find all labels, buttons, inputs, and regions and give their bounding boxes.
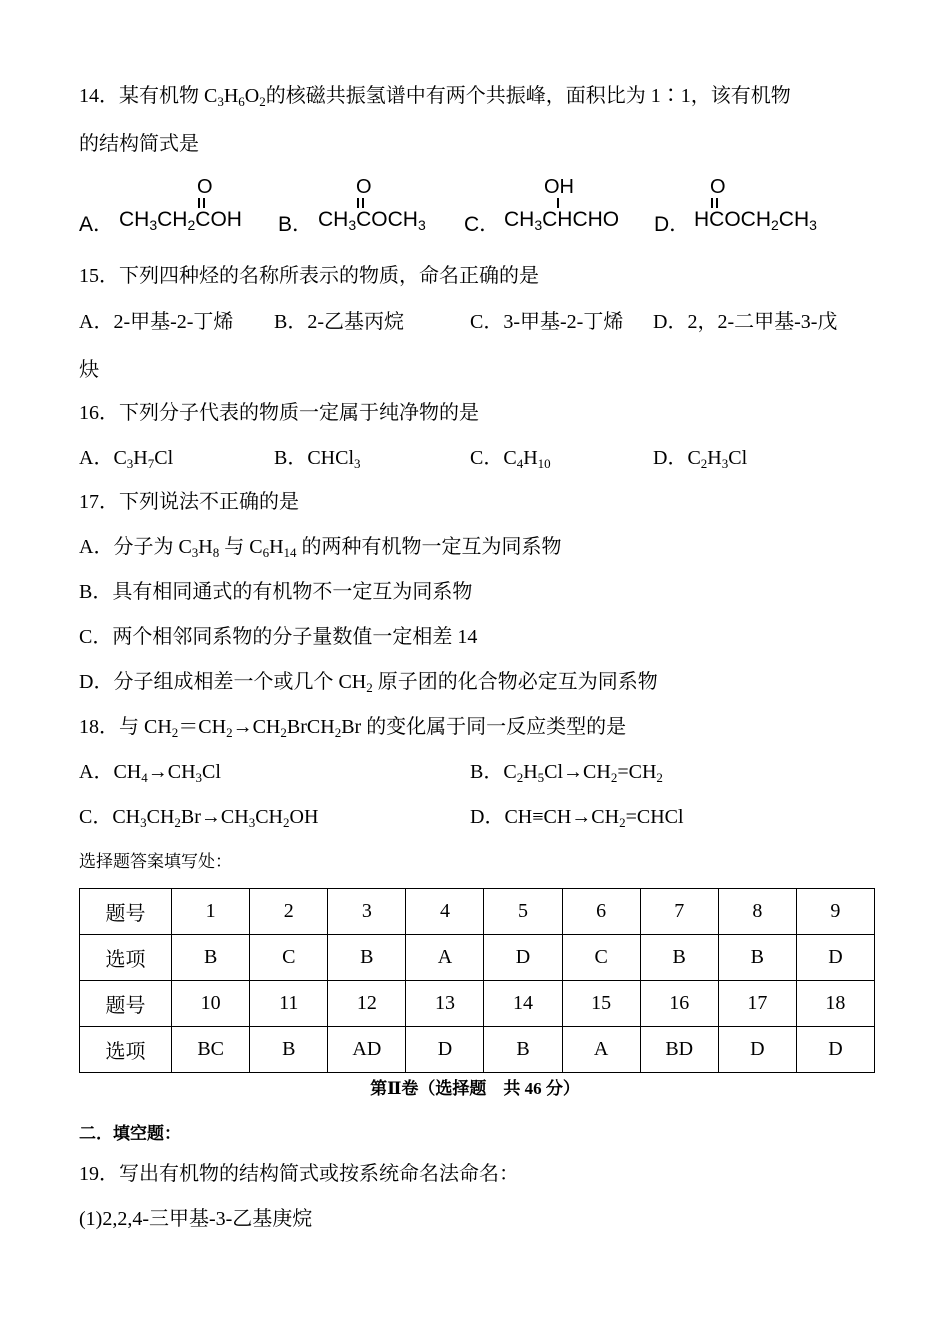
q14-option-c: [464, 176, 634, 236]
table-cell: BD: [640, 1027, 718, 1073]
table-row: [80, 889, 875, 935]
structural-formula: $CH_3CH_2COH$: [119, 208, 242, 233]
q17-option-a: A．分子为 $C_3H_8$ 与 $C_6H_{14}$ 的两种有机物一定互为同系物: [79, 536, 562, 560]
table-cell: 13: [406, 981, 484, 1027]
table-cell: 2: [250, 889, 328, 935]
table-cell: 12: [328, 981, 406, 1027]
hydroxyl-group: OH: [544, 176, 574, 198]
table-row: [80, 1027, 875, 1073]
table-row-header: 题号: [80, 981, 172, 1027]
table-row: [80, 935, 875, 981]
table-cell: C: [562, 935, 640, 981]
table-cell: D: [406, 1027, 484, 1073]
table-cell: 8: [718, 889, 796, 935]
single-bond: [557, 198, 559, 208]
table-row-header: 选项: [80, 935, 172, 981]
q17-option-c: C．两个相邻同系物的分子量数值一定相差 14: [79, 626, 478, 648]
q17-option-d: D．分子组成相差一个或几个 $CH_2$ 原子团的化合物必定互为同系物: [79, 671, 658, 695]
table-cell: 17: [718, 981, 796, 1027]
table-cell: D: [796, 1027, 874, 1073]
table-row: [80, 981, 875, 1027]
q18-option-c: C．$CH_3CH_2Br\to CH_3CH_2OH$: [79, 806, 319, 830]
table-cell: B: [250, 1027, 328, 1073]
q14-option-b: [278, 176, 438, 236]
table-cell: 1: [172, 889, 250, 935]
q19-item-1: (1)2,2,4-三甲基-3-乙基庚烷: [79, 1208, 313, 1230]
q15-option-a: A．2-甲基-2-丁烯: [79, 311, 234, 333]
table-cell: C: [250, 935, 328, 981]
q16-option-b: B．CHCl$_3$: [274, 447, 361, 471]
structural-formula: $CH_3CHCHO$: [504, 208, 620, 233]
q15-option-d: D．2，2-二甲基-3-戊: [653, 311, 838, 333]
section-title: 第Ⅱ卷（选择题 共 46 分）: [370, 1079, 580, 1098]
table-cell: D: [796, 935, 874, 981]
table-cell: 9: [796, 889, 874, 935]
table-cell: B: [640, 935, 718, 981]
option-label: D．: [654, 213, 691, 236]
q14-option-a: [79, 176, 249, 236]
q18-option-b: B．$C_2H_5Cl\to CH_2=CH_2$: [470, 761, 663, 785]
carbonyl-oxygen: O: [356, 176, 372, 198]
answer-caption: 选择题答案填写处：: [79, 852, 232, 871]
table-row-header: 题号: [80, 889, 172, 935]
table-cell: 15: [562, 981, 640, 1027]
carbonyl-oxygen: O: [710, 176, 726, 198]
q19-stem: 19．写出有机物的结构简式或按系统命名法命名：: [79, 1163, 519, 1185]
q14-stem-line2: 的结构简式是: [79, 133, 199, 155]
structural-formula: $CH_3COCH_3$: [318, 208, 426, 233]
table-cell: 16: [640, 981, 718, 1027]
table-cell: 4: [406, 889, 484, 935]
table-cell: 14: [484, 981, 562, 1027]
double-bond: [198, 198, 205, 208]
table-cell: 5: [484, 889, 562, 935]
q17-option-b: B．具有相同通式的有机物不一定互为同系物: [79, 581, 473, 603]
table-cell: D: [718, 1027, 796, 1073]
structural-formula: $HCOCH_2CH_3$: [694, 208, 817, 233]
q18-option-d: D．$CH\equiv CH\to CH_2=CHCl$: [470, 806, 684, 830]
table-cell: B: [172, 935, 250, 981]
q14-stem-line1: 14．某有机物 $C_3H_6O_2$的核磁共振氢谱中有两个共振峰，面积比为 1∶1，该有机物: [79, 85, 791, 109]
table-row-header: 选项: [80, 1027, 172, 1073]
table-cell: A: [406, 935, 484, 981]
section-part-heading: 二．填空题：: [79, 1124, 181, 1143]
q16-option-c: C．$C_4H_{10}$: [470, 447, 551, 471]
q16-stem: 16．下列分子代表的物质一定属于纯净物的是: [79, 402, 479, 424]
q14-option-d: [654, 176, 834, 236]
table-cell: D: [484, 935, 562, 981]
answer-table: [79, 888, 875, 1073]
table-cell: AD: [328, 1027, 406, 1073]
table-cell: B: [328, 935, 406, 981]
table-cell: BC: [172, 1027, 250, 1073]
q18-option-a: A．$CH_4\to CH_3Cl$: [79, 761, 221, 785]
q15-option-d-continued: 炔: [79, 359, 99, 381]
q16-option-d: D．$C_2H_3Cl$: [653, 447, 748, 471]
double-bond: [357, 198, 364, 208]
double-bond: [711, 198, 718, 208]
table-cell: B: [484, 1027, 562, 1073]
q15-stem: 15．下列四种烃的名称所表示的物质，命名正确的是: [79, 265, 539, 287]
q18-stem: 18．与 $CH_2=CH_2\to CH_2BrCH_2Br$ 的变化属于同一反应类型的是: [79, 716, 627, 740]
table-cell: B: [718, 935, 796, 981]
table-cell: 3: [328, 889, 406, 935]
q16-option-a: A．$C_3H_7Cl$: [79, 447, 174, 471]
carbonyl-oxygen: O: [197, 176, 213, 198]
table-cell: 11: [250, 981, 328, 1027]
table-cell: 18: [796, 981, 874, 1027]
table-cell: A: [562, 1027, 640, 1073]
option-label: A．: [79, 213, 115, 236]
table-cell: 6: [562, 889, 640, 935]
q17-stem: 17．下列说法不正确的是: [79, 491, 299, 513]
q15-option-c: C．3-甲基-2-丁烯: [470, 311, 624, 333]
table-cell: 7: [640, 889, 718, 935]
option-label: C．: [464, 213, 501, 236]
option-label: B．: [278, 213, 314, 236]
table-cell: 10: [172, 981, 250, 1027]
q15-option-b: B．2-乙基丙烷: [274, 311, 404, 333]
